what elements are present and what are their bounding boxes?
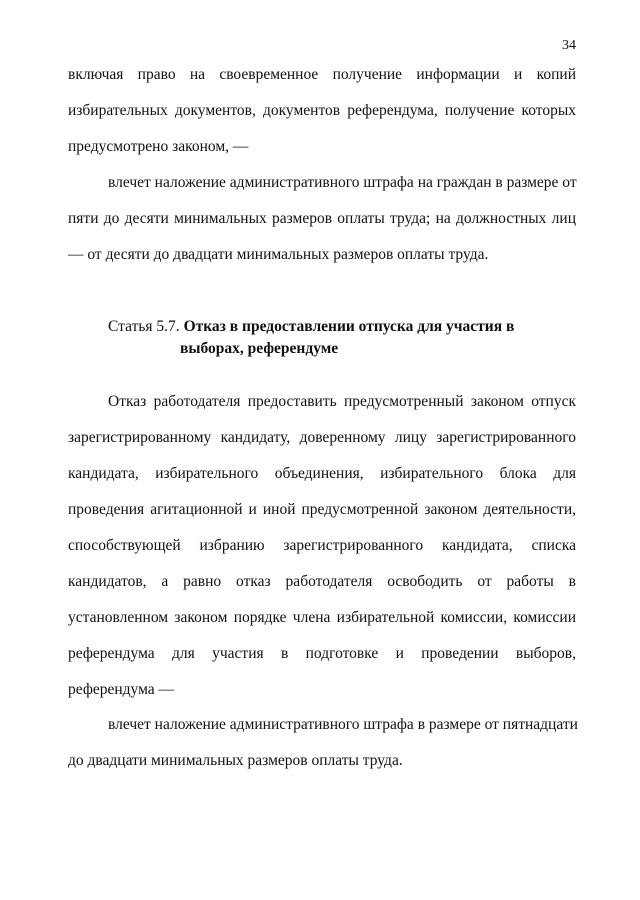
- text-line: референдума —: [68, 681, 175, 698]
- text-line: кандидата, избирательного объединения, избирательного блока для: [68, 465, 576, 482]
- text-line: влечет наложение административного штрафа на граждан в размере от: [108, 174, 577, 191]
- paragraph-continuation: [68, 57, 576, 165]
- article-title-line1: Отказ в предоставлении отпуска для участия в: [183, 318, 515, 335]
- text-line: влечет наложение административного штрафа в размере от пятнадцати: [108, 716, 578, 733]
- article-title-line2: выборах, референдуме: [180, 340, 339, 357]
- text-line: включая право на своевременное получение информации и копий: [68, 66, 576, 83]
- text-line: проведения агитационной и иной предусмотренной законом деятельности,: [68, 501, 576, 518]
- text-line: — от десяти до двадцати минимальных размеров оплаты труда.: [68, 246, 489, 263]
- text-line: пяти до десяти минимальных размеров оплаты труда; на должностных лиц: [68, 210, 576, 227]
- page-number: 34: [562, 38, 576, 53]
- penalty-paragraph-2: [68, 707, 576, 779]
- article-label: Статья 5.7.: [108, 318, 180, 335]
- text-line: зарегистрированному кандидату, доверенному лицу зарегистрированного: [68, 429, 576, 446]
- text-line: до двадцати минимальных размеров оплаты труда.: [68, 752, 403, 769]
- article-body-paragraph: [68, 384, 576, 708]
- penalty-paragraph-1: [68, 165, 576, 273]
- text-line: предусмотрено законом, —: [68, 138, 249, 155]
- text-line: установленном законом порядке члена избирательной комиссии, комиссии: [68, 609, 576, 626]
- text-line: способствующей избранию зарегистрированного кандидата, списка: [68, 537, 576, 554]
- text-line: референдума для участия в подготовке и проведении выборов,: [68, 645, 576, 662]
- text-line: избирательных документов, документов референдума, получение которых: [68, 102, 576, 119]
- text-line: кандидатов, а равно отказ работодателя освободить от работы в: [68, 573, 576, 590]
- text-line: Отказ работодателя предоставить предусмотренный законом отпуск: [108, 393, 576, 410]
- article-heading: [108, 316, 514, 360]
